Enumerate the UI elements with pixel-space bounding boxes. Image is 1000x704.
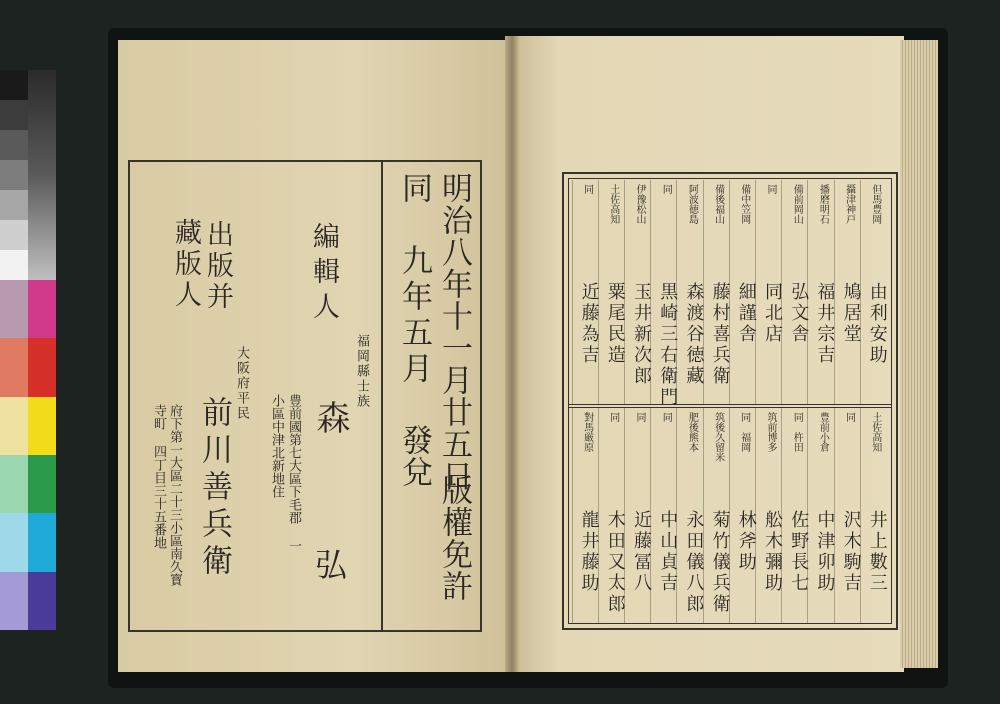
bookseller-name: 木田又太郎 bbox=[604, 510, 626, 615]
checker-grey-swatch bbox=[0, 250, 28, 280]
checker-grey-swatch bbox=[0, 160, 28, 190]
color-checker-card bbox=[0, 70, 56, 630]
editor-name-given: 弘 bbox=[310, 548, 348, 580]
bookseller-name: 鳩居堂 bbox=[840, 282, 862, 345]
colophon-divider bbox=[381, 160, 383, 632]
bookseller-place: 備前岡山 bbox=[791, 184, 803, 224]
checker-color-swatch bbox=[28, 280, 56, 338]
bookseller-place: 筑後久留米 bbox=[712, 412, 724, 462]
bookseller-name: 由利安助 bbox=[866, 282, 888, 366]
editor-role: 編輯人 bbox=[308, 222, 339, 327]
bookseller-name: 藤村喜兵衛 bbox=[709, 282, 731, 387]
bookseller-place: 同 bbox=[843, 412, 855, 422]
publisher-address: 府下第一大區二十三小區南久寳寺町 四丁目三十五番地 bbox=[151, 404, 182, 586]
bookseller-place: 對馬厳原 bbox=[581, 412, 593, 452]
bookseller-name: 同北店 bbox=[762, 282, 783, 345]
checker-dark-strip bbox=[28, 70, 56, 280]
checker-grey-swatch bbox=[0, 220, 28, 250]
publisher-name: 前川善兵衛 bbox=[196, 396, 232, 581]
checker-grey-swatch bbox=[0, 70, 28, 100]
publisher-origin: 大阪府平民 bbox=[234, 346, 249, 421]
bookseller-place: 同 bbox=[660, 412, 672, 422]
publisher-role-line-2: 藏版人 bbox=[170, 218, 201, 311]
checker-color-swatch bbox=[0, 572, 28, 630]
editor-name-family: 森 bbox=[310, 400, 350, 434]
bookseller-name: 舩木彌助 bbox=[762, 510, 783, 594]
bookseller-name: 近藤冨八 bbox=[631, 510, 652, 594]
checker-color-swatch bbox=[0, 397, 28, 455]
bookseller-place: 同 bbox=[634, 412, 645, 422]
book-gutter bbox=[505, 36, 519, 672]
editor-address: 豊前國第七大區下毛郡 一小區中津北新地住 bbox=[269, 394, 301, 552]
checker-color-swatch bbox=[28, 338, 56, 396]
bookseller-place: 肥後熊本 bbox=[686, 412, 698, 452]
bookseller-place: 土佐高知 bbox=[607, 184, 619, 224]
bookseller-place: 同 bbox=[607, 412, 619, 422]
bookseller-place: 伊豫松山 bbox=[634, 184, 645, 224]
checker-grey-swatch bbox=[0, 130, 28, 160]
publisher-role-line-1: 出版并 bbox=[202, 220, 233, 313]
checker-color-swatch bbox=[0, 338, 28, 396]
bookseller-place: 同 bbox=[765, 184, 776, 194]
colophon-date: 明治八年十一月廿五日 bbox=[436, 172, 472, 492]
bookseller-place: 阿波徳島 bbox=[686, 184, 698, 224]
bookseller-name: 粟尾民造 bbox=[604, 282, 626, 366]
bookseller-place: 同 杵田 bbox=[791, 412, 803, 452]
checker-grey-swatch bbox=[0, 190, 28, 220]
bookseller-name: 森渡谷徳藏 bbox=[683, 282, 705, 387]
bookseller-name: 細謹舎 bbox=[735, 282, 757, 345]
bookseller-place: 筑前博多 bbox=[765, 412, 776, 452]
bookseller-name: 福井宗吉 bbox=[814, 282, 836, 366]
bookseller-place: 同 bbox=[581, 184, 593, 194]
bookseller-name: 近藤為吉 bbox=[578, 282, 600, 366]
colophon-date-2: 同 九年五月 bbox=[396, 172, 432, 388]
bookseller-name: 玉井新次郎 bbox=[631, 282, 652, 387]
bookseller-place: 播磨明石 bbox=[817, 184, 829, 224]
editor-origin: 福岡縣士族 bbox=[354, 334, 369, 409]
bookseller-name: 中津卯助 bbox=[814, 510, 836, 594]
checker-color-swatch bbox=[0, 455, 28, 513]
bookseller-place: 豊前小倉 bbox=[817, 412, 829, 452]
bookseller-name: 佐野長七 bbox=[788, 510, 810, 594]
column-rule bbox=[572, 408, 573, 624]
bookseller-name: 井上數三 bbox=[866, 510, 888, 594]
colophon-license: 版權免許 bbox=[436, 474, 472, 602]
column-rule bbox=[572, 180, 573, 404]
bookseller-name: 永田儀八郎 bbox=[683, 510, 705, 615]
bookseller-place: 備中笠岡 bbox=[738, 184, 750, 224]
bookseller-place: 同 bbox=[660, 184, 672, 194]
checker-color-swatch bbox=[0, 280, 28, 338]
checker-color-swatch bbox=[0, 513, 28, 571]
bookseller-place: 但馬豊岡 bbox=[869, 184, 881, 224]
bookseller-name: 中山貞吉 bbox=[657, 510, 679, 594]
checker-grey-swatch bbox=[0, 100, 28, 130]
bookseller-place: 備後福山 bbox=[712, 184, 724, 224]
checker-color-swatch bbox=[28, 513, 56, 571]
bookseller-name: 龍井藤助 bbox=[578, 510, 600, 594]
bookseller-name: 弘文舎 bbox=[788, 282, 810, 345]
checker-color-swatch bbox=[28, 572, 56, 630]
bookseller-list-divider bbox=[568, 404, 892, 408]
checker-color-swatch bbox=[28, 455, 56, 513]
bookseller-place: 攝津神戸 bbox=[843, 184, 855, 224]
bookseller-name: 林斧助 bbox=[735, 510, 757, 573]
bookseller-place: 同 福岡 bbox=[738, 412, 750, 452]
colophon-issued: 發兌 bbox=[396, 424, 432, 488]
bookseller-place: 土佐高知 bbox=[869, 412, 881, 452]
bookseller-name: 沢木駒吉 bbox=[840, 510, 862, 594]
bookseller-name: 菊竹儀兵衛 bbox=[709, 510, 731, 615]
checker-color-swatch bbox=[28, 397, 56, 455]
page-fore-edge bbox=[900, 40, 938, 668]
bookseller-name: 黒崎三右衛門 bbox=[657, 282, 679, 408]
